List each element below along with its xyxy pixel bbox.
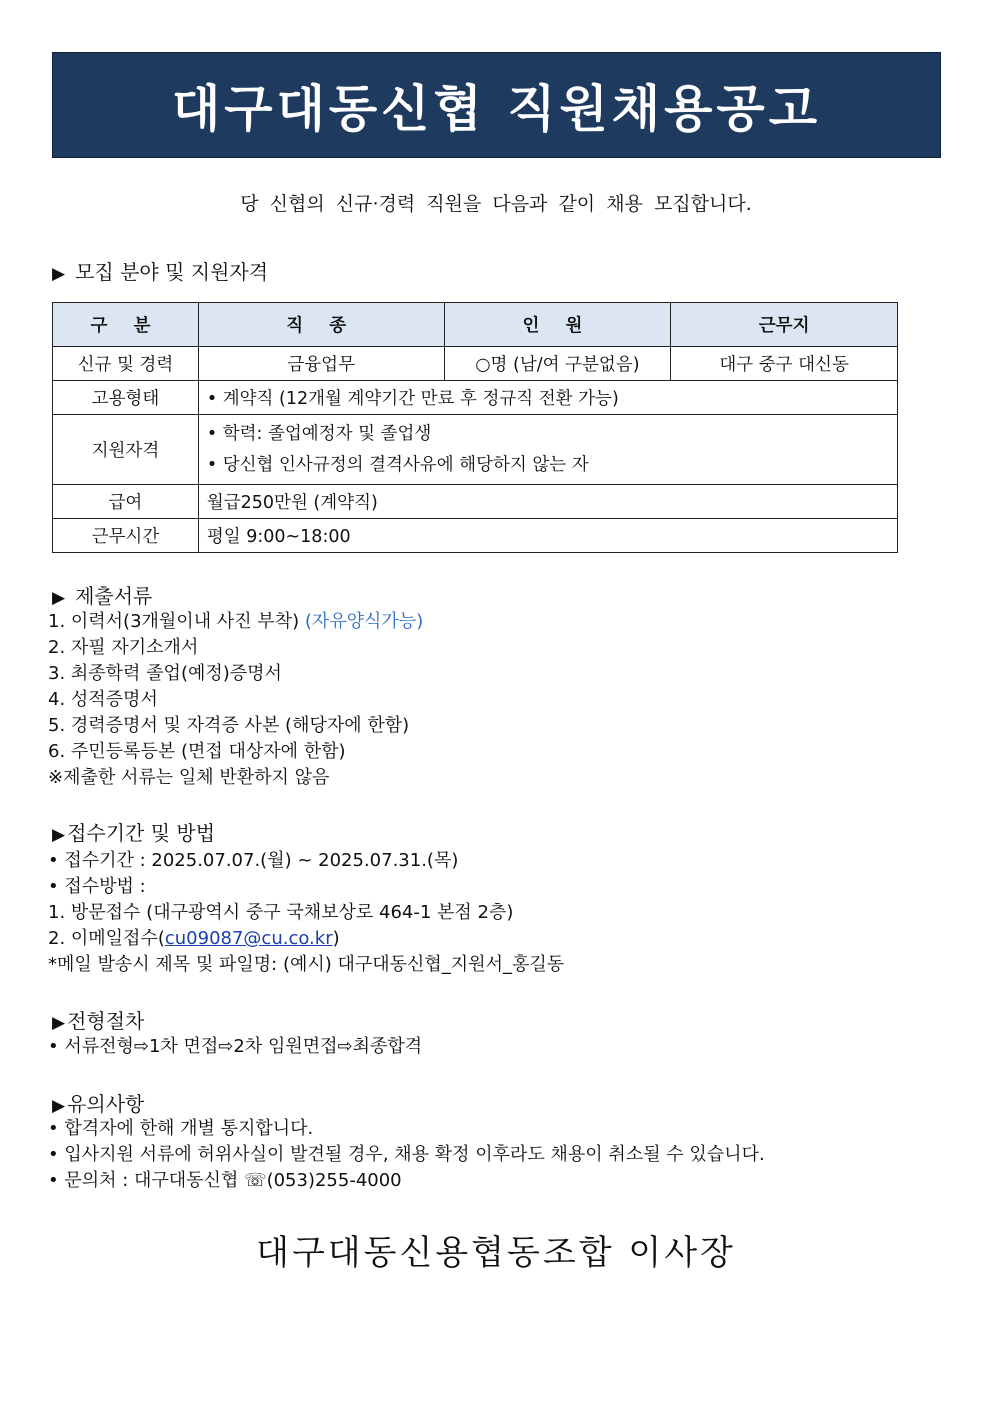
list-item: • 문의처 : 대구대동신협 ☏(053)255-4000 [48,1170,402,1191]
header-workplace: 근무지 [671,303,898,347]
header-category: 구 분 [53,303,199,347]
table-row [53,485,898,519]
list-item: 6. 주민등록등본 (면접 대상자에 한함) [48,741,346,762]
arrow-icon: ▶ [52,1096,66,1116]
process-list [48,1034,422,1060]
list-item: • 접수방법 : [48,876,146,897]
title-banner [52,52,941,158]
table-row [53,519,898,553]
table-row [53,415,898,485]
cell-hours-value: 평일 9:00~18:00 [198,519,897,553]
cell-qualification-label: 지원자격 [53,415,199,485]
section-header-notes: ▶ 유의사항 [52,1092,145,1116]
intro-text: 당 신협의 신규·경력 직원을 다음과 같이 채용 모집합니다. [240,193,752,215]
cell-workplace: 대구 중구 대신동 [671,347,898,381]
list-item: 1. 이력서(3개월이내 사진 부착) (자유양식가능) [48,611,424,632]
documents-list [48,609,423,791]
list-item: 2. 자필 자기소개서 [48,637,199,658]
list-item: 5. 경력증명서 및 자격증 사본 (해당자에 한함) [48,715,410,736]
table-row [53,381,898,415]
cell-job-type: 금융업무 [198,347,444,381]
section-header-documents: ▶ 제출서류 [52,584,153,608]
arrow-icon: ▶ [52,264,66,284]
signature-line: 대구대동신용협동조합 이사장 [256,1233,736,1273]
cell-qualification-value: • 학력: 졸업예정자 및 졸업생 • 당신협 인사규정의 결격사유에 해당하지 않는 자 [198,415,897,485]
section-header-process: ▶ 전형절차 [52,1009,145,1033]
list-item: *메일 발송시 제목 및 파일명: (예시) 대구대동신협_지원서_홍길동 [48,954,565,975]
cell-hours-label: 근무시간 [53,519,199,553]
list-item: • 서류전형⇨1차 면접⇨2차 임원면접⇨최종합격 [48,1036,423,1057]
list-item: • 접수기간 : 2025.07.07.(월) ~ 2025.07.31.(목) [48,850,459,871]
list-item: ※제출한 서류는 일체 반환하지 않음 [48,767,330,788]
table-row [53,347,898,381]
list-item: • 입사지원 서류에 허위사실이 발견될 경우, 채용 확정 이후라도 채용이 취소될 수 있습니다. [48,1144,765,1165]
page-title: 대구대동신협 직원채용공고 [171,80,821,138]
cell-salary-value: 월급250만원 (계약직) [198,485,897,519]
arrow-icon: ▶ [52,588,66,608]
recruitment-table [52,302,898,553]
list-item: 1. 방문접수 (대구광역시 중구 국채보상로 464-1 본점 2층) [48,902,514,923]
list-item: 4. 성적증명서 [48,689,158,710]
list-item: 3. 최종학력 졸업(예정)증명서 [48,663,282,684]
table-header-row [53,303,898,347]
header-headcount: 인 원 [444,303,671,347]
list-item: 2. 이메일접수(cu09087@cu.co.kr) [48,928,340,949]
cell-employment-value: • 계약직 (12개월 계약기간 만료 후 정규직 전환 가능) [198,381,897,415]
cell-category: 신규 및 경력 [53,347,199,381]
header-job-type: 직 종 [198,303,444,347]
email-link[interactable]: cu09087@cu.co.kr [164,928,333,949]
list-item: • 합격자에 한해 개별 통지합니다. [48,1118,314,1139]
cell-headcount: ○명 (남/여 구분없음) [444,347,671,381]
period-list [48,848,564,978]
arrow-icon: ▶ [52,825,66,845]
notes-list [48,1116,765,1194]
cell-employment-label: 고용형태 [53,381,199,415]
section-header-period: ▶ 접수기간 및 방법 [52,821,216,845]
section-header-fields: ▶ 모집 분야 및 지원자격 [52,260,269,284]
free-format-note: (자유양식가능) [304,611,424,632]
cell-salary-label: 급여 [53,485,199,519]
arrow-icon: ▶ [52,1013,66,1033]
